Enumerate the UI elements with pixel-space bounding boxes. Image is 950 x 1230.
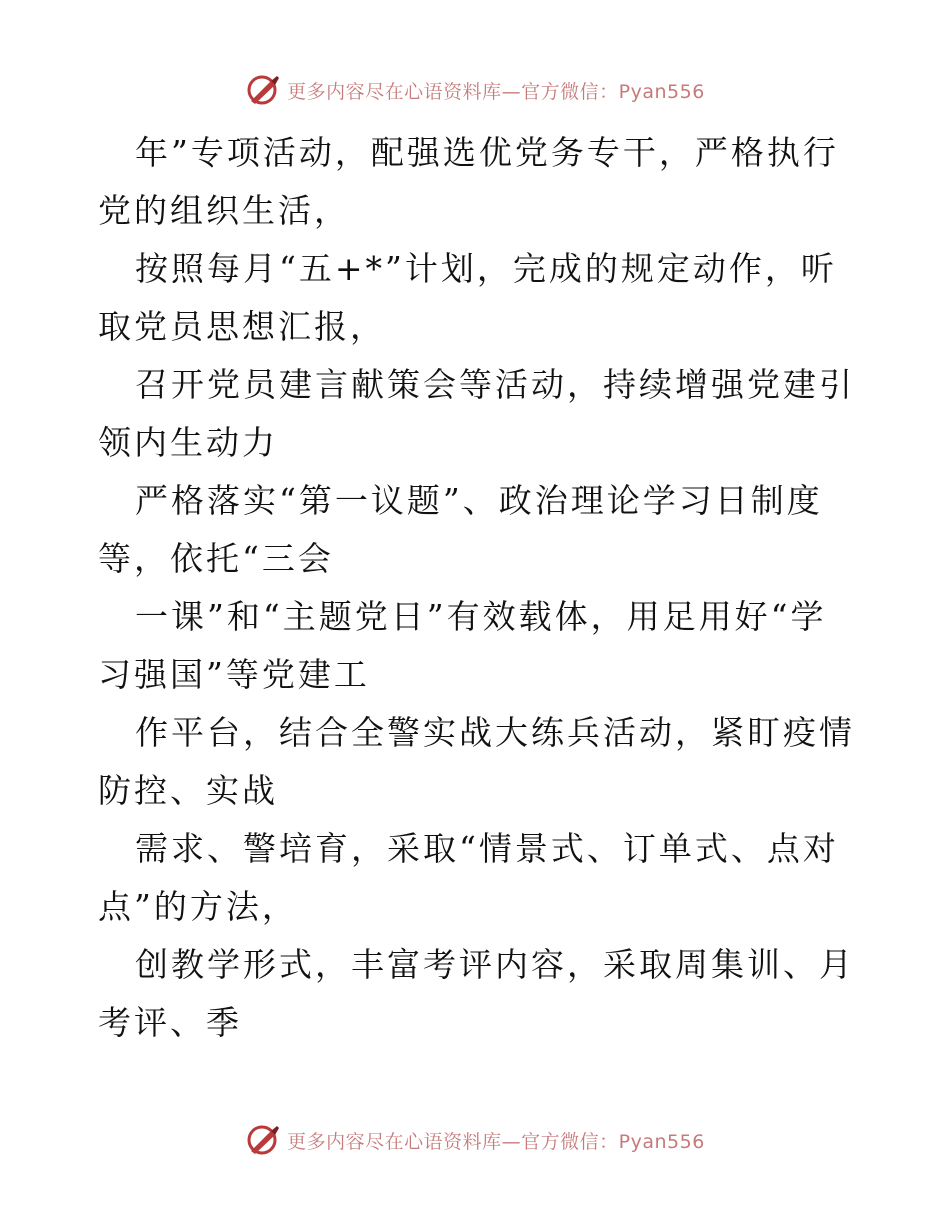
pen-logo-icon	[245, 1123, 281, 1157]
paragraph: 召开党员建言献策会等活动，持续增强党建引领内生动力	[98, 365, 855, 462]
footer-watermark	[0, 1120, 950, 1160]
document-body	[98, 124, 858, 1052]
paragraph: 按照每月“五+*”计划，完成的规定动作，听取党员思想汇报，	[98, 249, 837, 346]
watermark-text: 更多内容尽在心语资料库—官方微信：Pyan556	[287, 80, 705, 103]
watermark-text: 更多内容尽在心语资料库—官方微信：Pyan556	[287, 1130, 705, 1153]
header-watermark	[0, 70, 950, 110]
paragraph: 需求、警培育，采取“情景式、订单式、点对点”的方法，	[98, 829, 839, 926]
paragraph: 作平台，结合全警实战大练兵活动，紧盯疫情防控、实战	[98, 713, 855, 810]
paragraph: 严格落实“第一议题”、政治理论学习日制度等，依托“三会	[98, 481, 823, 578]
pen-logo-icon	[245, 73, 281, 107]
paragraph: 一课”和“主题党日”有效载体，用足用好“学习强国”等党建工	[98, 597, 827, 694]
paragraph: 创教学形式，丰富考评内容，采取周集训、月考评、季	[98, 945, 855, 1042]
paragraph: 年”专项活动，配强选优党务专干，严格执行党的组织生活，	[98, 133, 839, 230]
